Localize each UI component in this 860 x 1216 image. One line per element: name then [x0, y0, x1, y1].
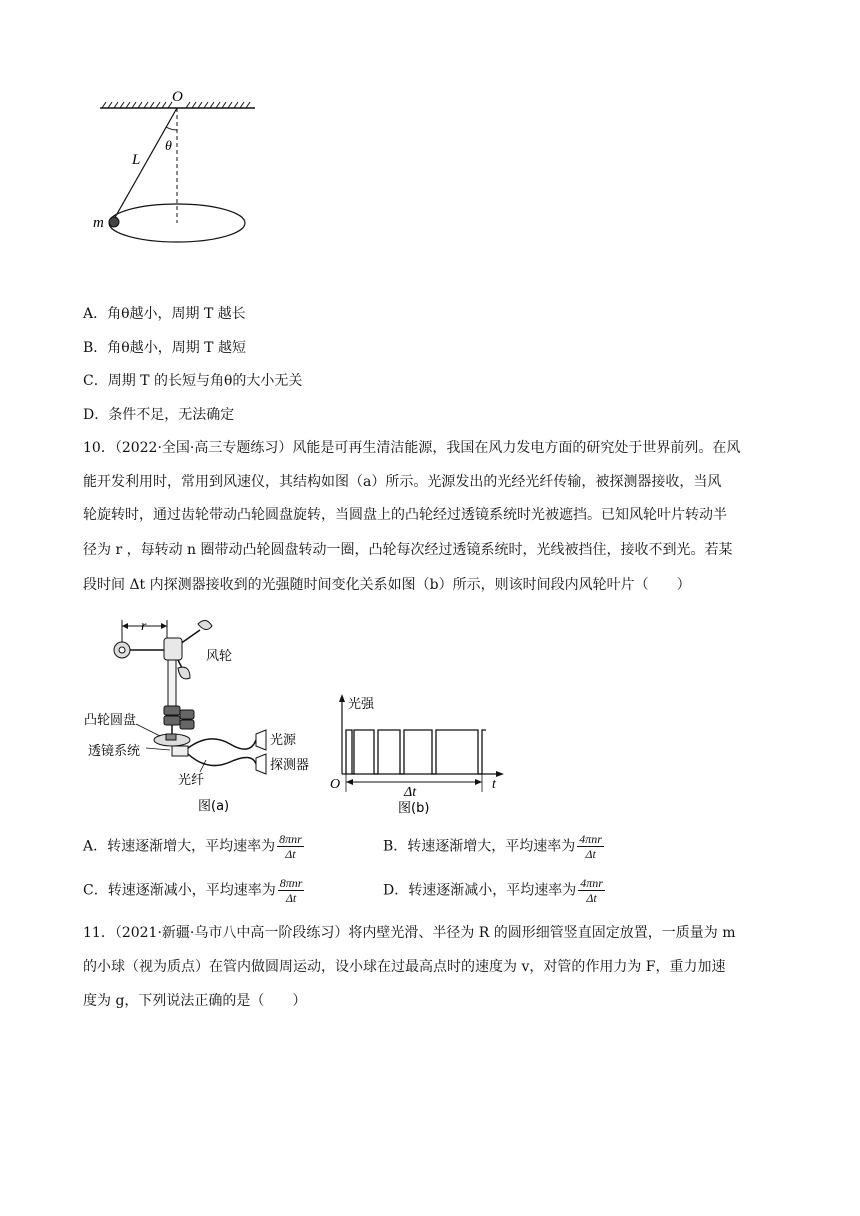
label-guangxian: 光纤	[178, 773, 205, 788]
label-tanceqi: 探测器	[270, 758, 310, 773]
q10-line-1: 10．（2022·全国·高三专题练习）风能是可再生清洁能源，我国在风力发电方面的研究处于世界前列。在风	[83, 440, 741, 456]
q10-option-a	[83, 832, 304, 861]
q10-line-4: 径为 r ，每转动 n 圈带动凸轮圆盘转动一圈，凸轮每次经过透镜系统时，光线被挡住，接收不到光。若某	[83, 542, 733, 558]
fraction-d	[578, 876, 605, 905]
q11-line-1: 11．（2021·新疆·乌市八中高一阶段练习）将内壁光滑、半径为 R 的圆形细管竖直固定放置，一质量为 m	[83, 925, 736, 941]
label-dt: Δt	[404, 785, 417, 800]
q10-option-a-text: A．转速逐渐增大，平均速率为	[83, 838, 276, 855]
fraction-b-numerator: 4πnr	[579, 832, 602, 846]
q9-option-a: A．角θ越小，周期 T 越长	[83, 306, 246, 322]
fraction-a-numerator: 8πnr	[279, 832, 302, 846]
q10-option-d-text: D．转速逐渐减小，平均速率为	[383, 882, 577, 899]
label-guangyuan: 光源	[270, 733, 297, 748]
label-O: O	[172, 89, 183, 105]
q11-line-2: 的小球（视为质点）在管内做圆周运动，设小球在过最高点时的速度为 v，对管的作用力为 F，重力加速	[83, 959, 726, 975]
q10-line-3: 轮旋转时，通过齿轮带动凸轮圆盘旋转，当圆盘上的凸轮经过透镜系统时光被遮挡。已知风轮叶片转动半	[83, 507, 727, 523]
q10-option-b	[383, 832, 604, 861]
label-origin: O	[330, 777, 341, 792]
fraction-c-numerator: 8πnr	[279, 876, 303, 890]
q10-line-2: 能开发利用时，常用到风速仪，其结构如图（a）所示。光源发出的光经光纤传输，被探测器接收，当风	[83, 474, 722, 490]
q10-option-b-text: B．转速逐渐增大，平均速率为	[383, 838, 576, 855]
q10-option-c	[83, 876, 304, 905]
label-r: r	[141, 619, 147, 634]
conical-pendulum-figure	[90, 88, 265, 248]
q10-option-d	[383, 876, 605, 905]
label-L: L	[132, 152, 141, 168]
fraction-a	[277, 832, 304, 861]
caption-b: 图(b)	[398, 801, 430, 816]
q9-option-b: B．角θ越小，周期 T 越短	[83, 340, 246, 356]
fraction-a-denominator: Δt	[285, 847, 296, 861]
anemometer-figure	[80, 612, 330, 817]
light-intensity-graph	[328, 692, 508, 817]
q10-option-c-text: C．转速逐渐减小，平均速率为	[83, 882, 276, 899]
q11-line-3: 度为 g，下列说法正确的是（ ）	[83, 993, 307, 1009]
fraction-d-numerator: 4πnr	[580, 876, 603, 890]
q10-line-5: 段时间 Δt 内探测器接收到的光强随时间变化关系如图（b）所示，则该时间段内风轮叶片（ ）	[83, 577, 691, 593]
label-m: m	[93, 215, 104, 231]
label-guangqiang: 光强	[348, 697, 375, 712]
label-fenglun: 风轮	[206, 649, 233, 664]
label-toujing: 透镜系统	[88, 744, 141, 759]
label-theta: θ	[165, 139, 172, 154]
fraction-b	[577, 832, 604, 861]
q9-option-d: D．条件不足，无法确定	[83, 407, 235, 423]
label-t: t	[492, 777, 496, 792]
fraction-c-denominator: Δt	[285, 891, 297, 905]
fraction-b-denominator: Δt	[585, 847, 596, 861]
fraction-d-denominator: Δt	[586, 891, 597, 905]
caption-a: 图(a)	[198, 799, 230, 814]
fraction-c	[278, 876, 305, 905]
label-tulun: 凸轮圆盘	[84, 713, 137, 728]
q9-option-c: C．周期 T 的长短与角θ的大小无关	[83, 373, 303, 389]
